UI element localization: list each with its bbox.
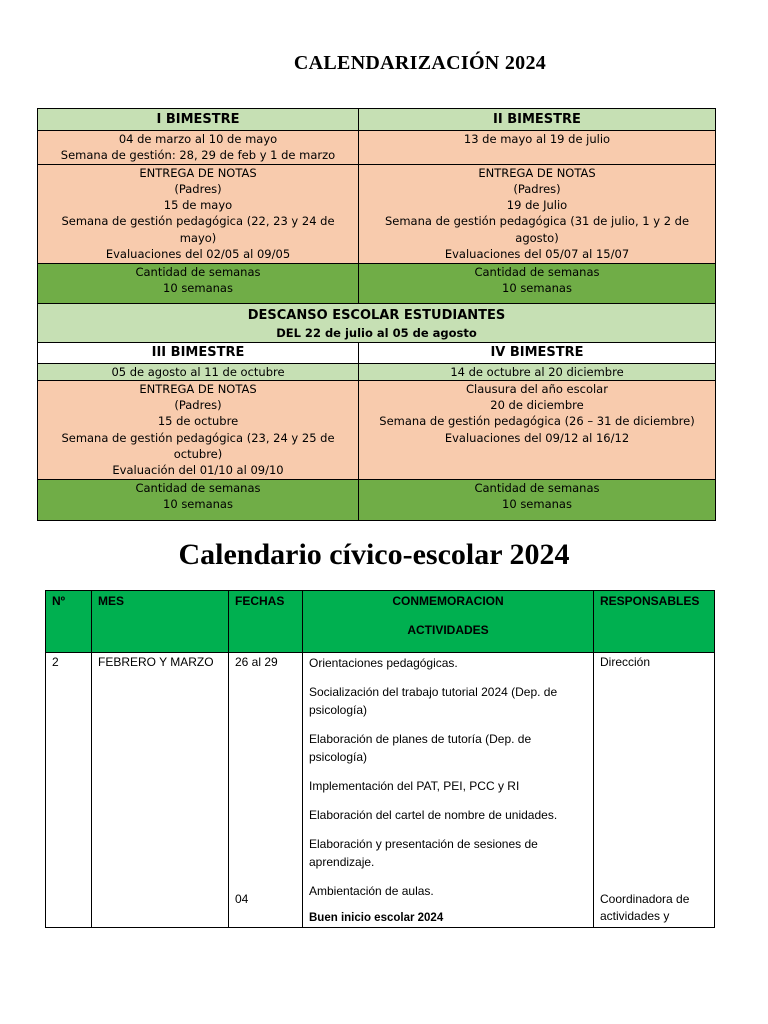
row-fechas	[229, 653, 303, 928]
bimestre-4-dates: 14 de octubre al 20 diciembre	[359, 363, 716, 380]
actividad-item: Elaboración de planes de tutoría (Dep. de psicología)	[309, 732, 532, 764]
row-responsables	[594, 653, 715, 928]
descanso-dates: DEL 22 de julio al 05 de agosto	[276, 325, 477, 340]
row-num: 2	[46, 653, 92, 928]
actividad-item: Socialización del trabajo tutorial 2024 (Dep. de psicología)	[309, 685, 558, 717]
descanso-title: DESCANSO ESCOLAR ESTUDIANTES	[247, 307, 506, 323]
bimestre-1-notas: ENTREGA DE NOTAS (Padres) 15 de mayo Semana de gestión pedagógica (22, 23 y 24 de mayo) Evaluaciones del 02/05 al 09/05	[38, 164, 359, 263]
bimestre-2-dates: 13 de mayo al 19 de julio	[359, 131, 716, 165]
header-conmemoracion: CONMEMORACION ACTIVIDADES	[303, 591, 594, 653]
bimestre-2-semanas: Cantidad de semanas 10 semanas	[359, 263, 716, 303]
bimestre-1-header: I BIMESTRE	[38, 109, 359, 131]
calendario-civico-title: Calendario cívico-escolar 2024	[178, 538, 570, 571]
header-responsables: RESPONSABLES	[594, 591, 715, 653]
bimestre-4-notas: Clausura del año escolar 20 de diciembre Semana de gestión pedagógica (26 – 31 de diciembre) Evaluaciones del 09/12 al 16/12	[359, 380, 716, 479]
bimestre-1-dates: 04 de marzo al 10 de mayo Semana de gestión: 28, 29 de feb y 1 de marzo	[38, 131, 359, 165]
page-title: CALENDARIZACIÓN 2024	[293, 52, 547, 74]
actividad-item: Buen inicio escolar 2024	[309, 912, 444, 924]
header-num: Nº	[46, 591, 92, 653]
bimestre-3-notas: ENTREGA DE NOTAS (Padres) 15 de octubre Semana de gestión pedagógica (23, 24 y 25 de octubre) Evaluación del 01/10 al 09/10	[38, 380, 359, 479]
header-fechas: FECHAS	[229, 591, 303, 653]
fecha-2: 04	[235, 892, 249, 906]
header-mes: MES	[92, 591, 229, 653]
calendarizacion-table	[37, 108, 716, 521]
actividad-item: Orientaciones pedagógicas.	[309, 656, 458, 670]
calendario-civico-table	[45, 590, 715, 928]
actividad-item: Ambientación de aulas.	[309, 884, 434, 898]
bimestre-3-dates: 05 de agosto al 11 de octubre	[38, 363, 359, 380]
bimestre-4-semanas: Cantidad de semanas 10 semanas	[359, 479, 716, 520]
bimestre-1-semanas: Cantidad de semanas 10 semanas	[38, 263, 359, 303]
bimestre-4-header: IV BIMESTRE	[359, 342, 716, 363]
bimestre-3-header: III BIMESTRE	[38, 342, 359, 363]
fecha-1: 26 al 29	[235, 655, 278, 669]
actividad-item: Elaboración y presentación de sesiones de aprendizaje.	[309, 837, 538, 869]
responsable-1: Dirección	[600, 655, 651, 669]
bimestre-2-notas: ENTREGA DE NOTAS (Padres) 19 de Julio Semana de gestión pedagógica (31 de julio, 1 y 2 de agosto) Evaluaciones del 05/07 al 15/07	[359, 164, 716, 263]
row-actividades	[303, 653, 594, 928]
actividad-item: Elaboración del cartel de nombre de unidades.	[309, 808, 558, 822]
responsable-2: Coordinadora de actividades y	[600, 892, 690, 923]
bimestre-3-semanas: Cantidad de semanas 10 semanas	[38, 479, 359, 520]
descanso-escolar	[38, 303, 716, 342]
row-mes: FEBRERO Y MARZO	[92, 653, 229, 928]
actividad-item: Implementación del PAT, PEI, PCC y RI	[309, 779, 520, 793]
bimestre-2-header: II BIMESTRE	[359, 109, 716, 131]
